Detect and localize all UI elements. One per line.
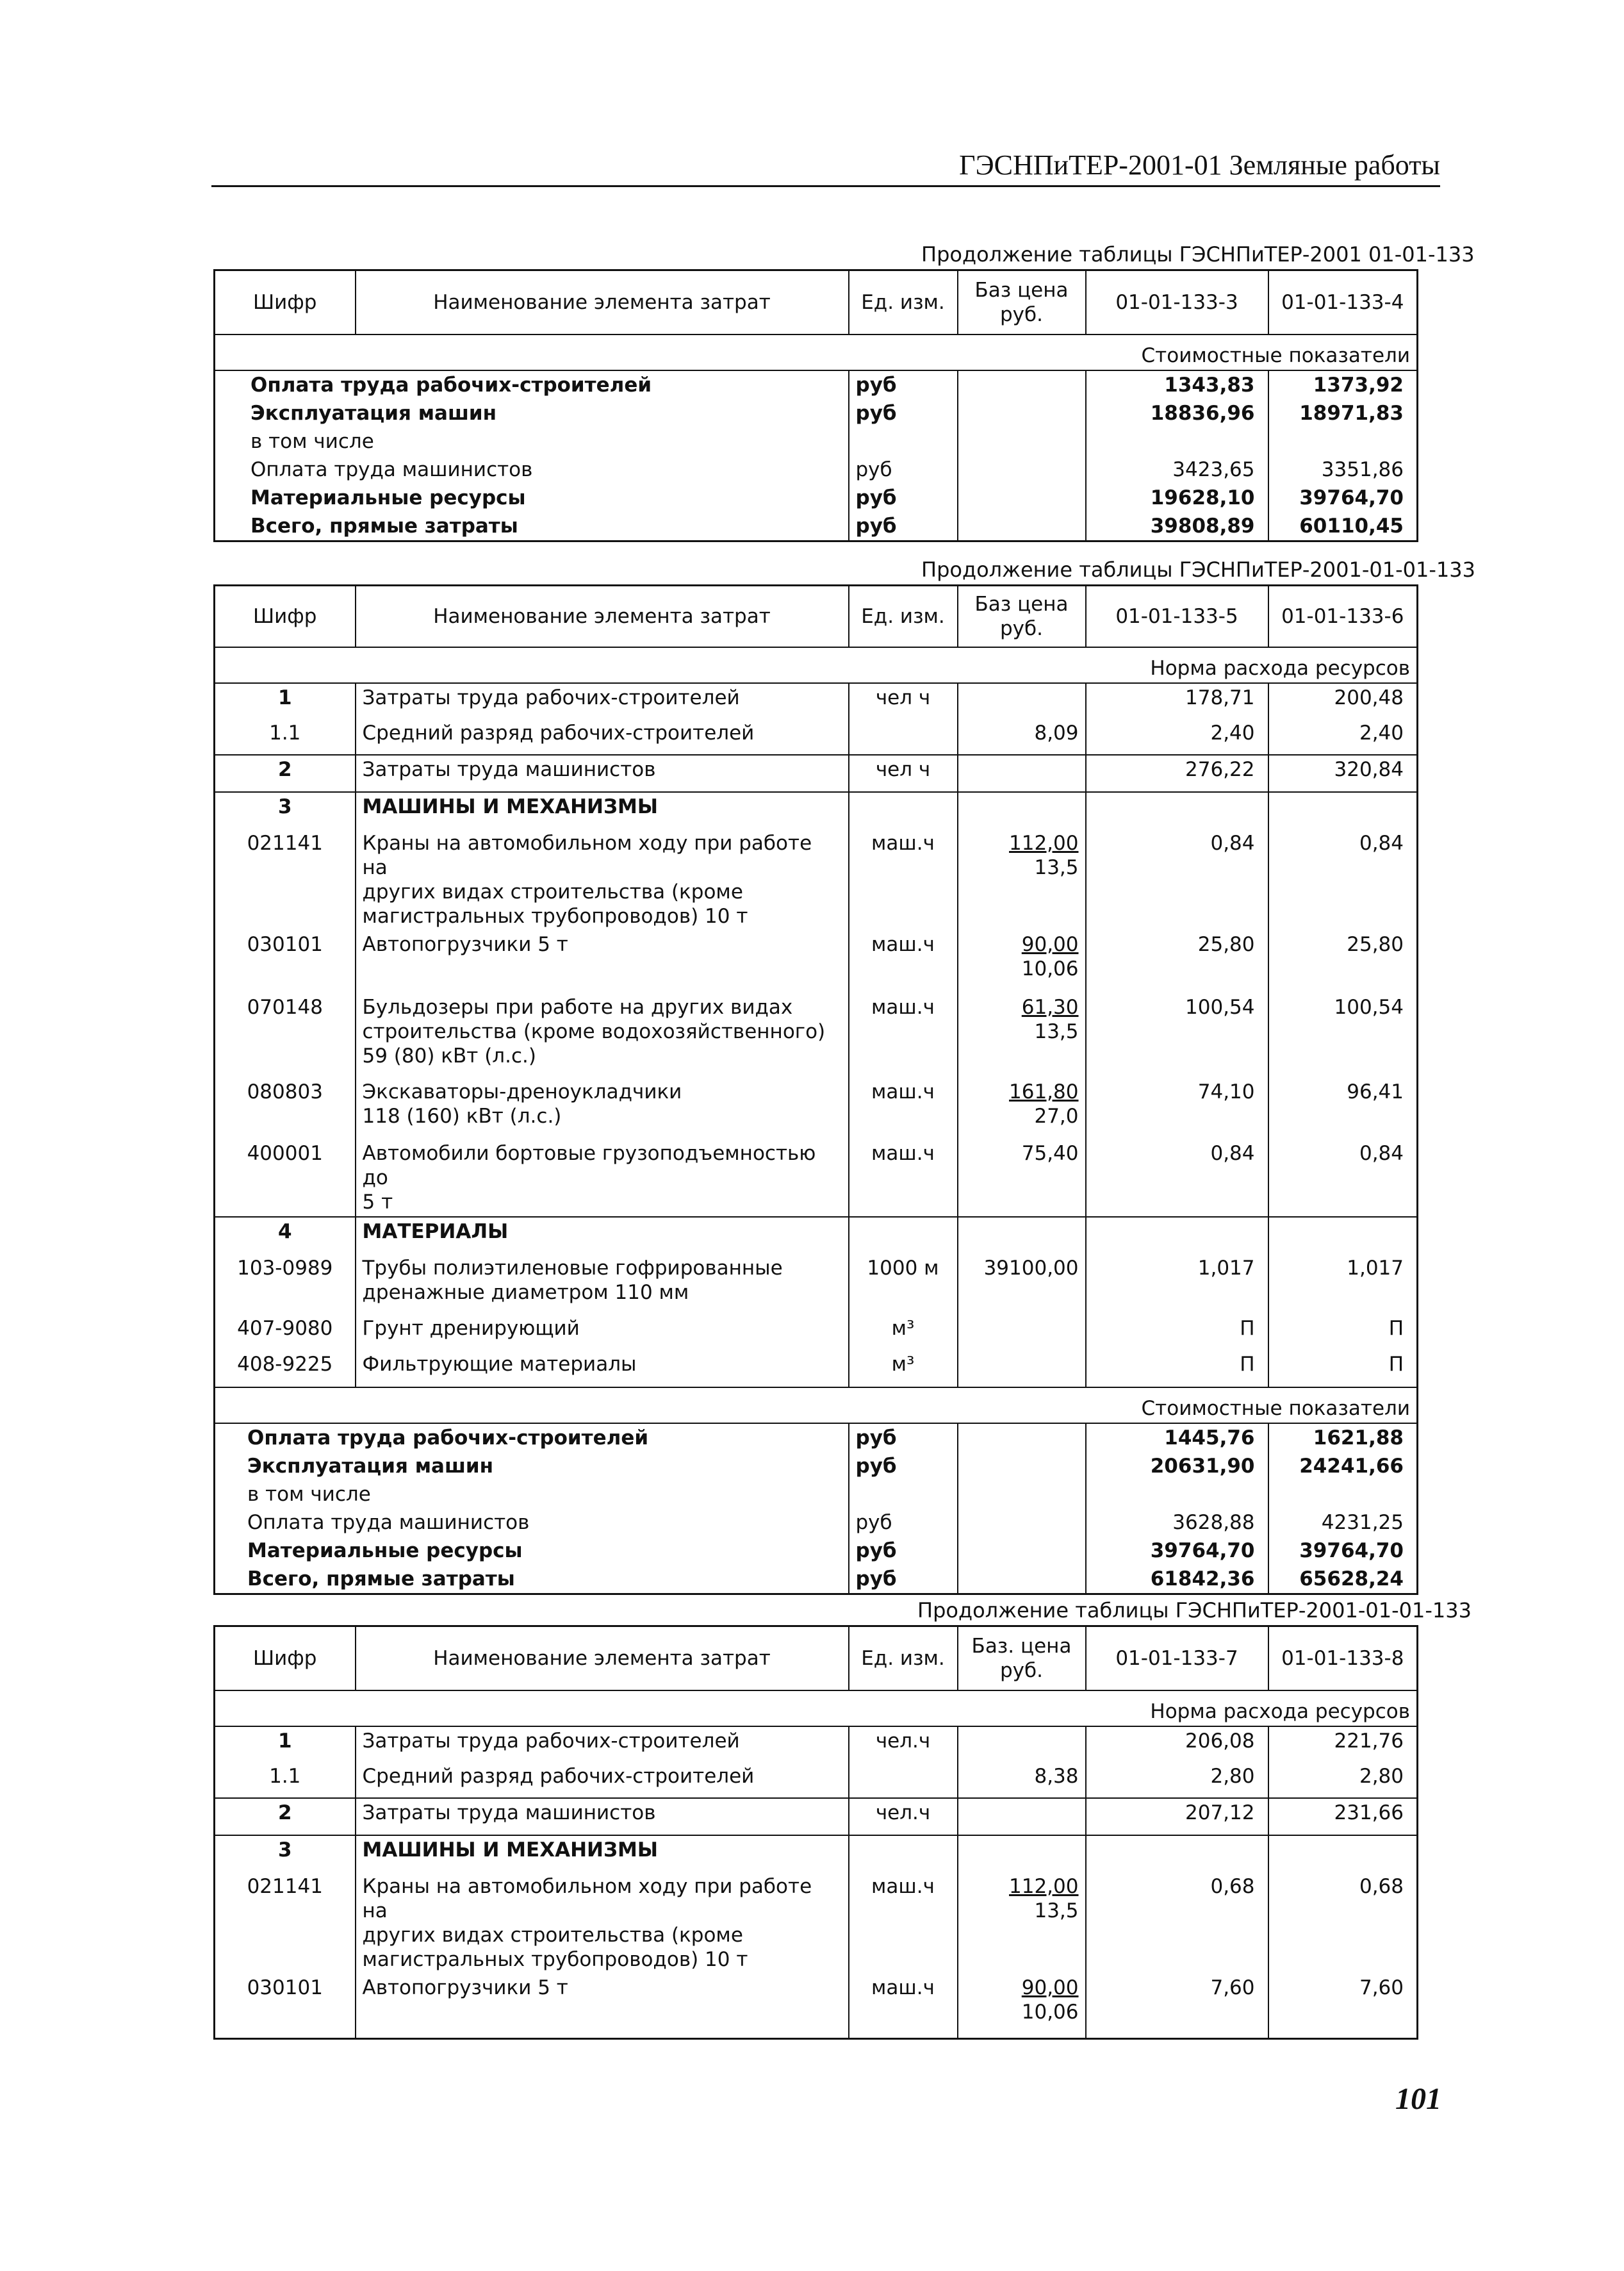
row-price: 39100,00 xyxy=(958,1254,1086,1314)
cost-name: Материальные ресурсы xyxy=(215,484,849,512)
row-b xyxy=(1268,1835,1418,1872)
cost-price xyxy=(958,484,1086,512)
table-row xyxy=(215,755,1418,792)
row-name xyxy=(356,1254,849,1314)
row-b: 320,84 xyxy=(1268,755,1418,792)
cost-b: 18971,83 xyxy=(1299,401,1404,425)
row-name: Средний разряд рабочих-строителей xyxy=(356,719,849,755)
row-name: Средний разряд рабочих-строителей xyxy=(356,1762,849,1798)
row-a: 7,60 xyxy=(1086,1974,1268,2039)
row-price: 8,38 xyxy=(958,1762,1086,1798)
row-name xyxy=(356,1872,849,1974)
row-a xyxy=(1086,792,1268,829)
table3-caption: Продолжение таблицы ГЭСНПиТЕР-2001-01-01-133 xyxy=(917,1598,1472,1623)
row-b xyxy=(1268,1217,1418,1254)
cost-b: 39764,70 xyxy=(1299,486,1404,509)
col-name-header: Наименование элемента затрат xyxy=(356,1626,849,1690)
row-unit: м³ xyxy=(849,1350,958,1387)
table2-header-row xyxy=(215,586,1418,647)
table1-row xyxy=(215,484,1418,512)
row-name: Затраты труда машинистов xyxy=(356,1798,849,1835)
name-line: Автомобили бортовые грузоподъемностью до xyxy=(362,1141,816,1189)
price-header-l2: руб. xyxy=(1000,302,1043,326)
cost-name: Оплата труда машинистов xyxy=(215,456,849,484)
table-row xyxy=(215,1798,1418,1835)
cost-name: Оплата труда рабочих-строителей xyxy=(215,1423,849,1452)
row-b: 100,54 xyxy=(1334,995,1404,1019)
cost-name: Всего, прямые затраты xyxy=(215,1565,849,1594)
row-code: 1 xyxy=(215,683,356,719)
cost-name: Материальные ресурсы xyxy=(215,1537,849,1565)
row-price xyxy=(958,829,1086,930)
row-price xyxy=(958,683,1086,719)
row-unit: м³ xyxy=(849,1314,958,1350)
table2-cost-row xyxy=(215,1565,1418,1594)
row-a: 206,08 xyxy=(1086,1726,1268,1762)
cost-unit: руб xyxy=(849,1452,958,1480)
table1-row xyxy=(215,456,1418,484)
row-unit xyxy=(849,792,958,829)
name-line: 59 (80) кВт (л.с.) xyxy=(362,1044,536,1068)
row-b: 0,84 xyxy=(1359,1141,1404,1165)
table-row xyxy=(215,1762,1418,1798)
row-b: 2,80 xyxy=(1359,1764,1404,1788)
row-code: 030101 xyxy=(215,1974,356,2039)
page-header xyxy=(211,149,1440,187)
cost-b: 60110,45 xyxy=(1299,514,1404,538)
table2-section-row xyxy=(215,647,1418,683)
row-price xyxy=(958,1974,1086,2039)
price-line: 90,00 xyxy=(1021,1976,1079,1999)
row-b: 221,76 xyxy=(1334,1729,1404,1753)
row-a: 0,68 xyxy=(1086,1872,1268,1974)
name-line: 5 т xyxy=(362,1190,393,1214)
price-line: 27,0 xyxy=(1034,1104,1079,1128)
row-price xyxy=(958,792,1086,829)
row-code: 408-9225 xyxy=(215,1350,356,1387)
cost-unit: руб xyxy=(849,1508,958,1537)
row-unit: маш.ч xyxy=(849,1139,958,1217)
name-line: Краны на автомобильном ходу при работе на xyxy=(362,831,812,879)
row-code: 021141 xyxy=(215,1872,356,1974)
row-code: 080803 xyxy=(215,1078,356,1139)
row-unit: маш.ч xyxy=(849,829,958,930)
row-b: 7,60 xyxy=(1359,1976,1404,1999)
table2-cost-row xyxy=(215,1423,1418,1452)
table-row xyxy=(215,1350,1418,1387)
table-row xyxy=(215,1139,1418,1217)
cost-b: 1621,88 xyxy=(1313,1426,1404,1449)
row-code: 400001 xyxy=(215,1139,356,1217)
col-price-header xyxy=(958,1626,1086,1690)
cost-price xyxy=(958,1537,1086,1565)
table-row xyxy=(215,1314,1418,1350)
row-b: 231,66 xyxy=(1268,1798,1418,1835)
name-line: 118 (160) кВт (л.с.) xyxy=(362,1104,562,1128)
row-a: 2,80 xyxy=(1086,1762,1268,1798)
section-label: Норма расхода ресурсов xyxy=(215,1690,1418,1726)
row-unit: чел ч xyxy=(849,755,958,792)
cost-price xyxy=(958,456,1086,484)
name-line: Краны на автомобильном ходу при работе на xyxy=(362,1874,812,1922)
cost-a xyxy=(1086,1480,1268,1508)
price-line: 10,06 xyxy=(1021,957,1079,980)
row-name: МАТЕРИАЛЫ xyxy=(356,1217,849,1254)
row-unit: маш.ч xyxy=(849,993,958,1078)
table3-header-row xyxy=(215,1626,1418,1690)
row-name: Затраты труда машинистов xyxy=(356,755,849,792)
table-row xyxy=(215,792,1418,829)
table2 xyxy=(213,584,1418,1595)
row-unit: маш.ч xyxy=(849,1872,958,1974)
cost-a: 3423,65 xyxy=(1086,456,1268,484)
row-a: 25,80 xyxy=(1086,930,1268,993)
row-a: 178,71 xyxy=(1086,683,1268,719)
price-header-l1: Баз цена xyxy=(974,278,1069,302)
cost-b: 4231,25 xyxy=(1321,1510,1404,1534)
cost-b: 1373,92 xyxy=(1313,373,1404,397)
row-name: Грунт дренирующий xyxy=(356,1314,849,1350)
row-code: 1.1 xyxy=(215,719,356,755)
name-line: Бульдозеры при работе на других видах xyxy=(362,995,793,1019)
row-a: 276,22 xyxy=(1086,755,1268,792)
cost-unit: руб xyxy=(849,484,958,512)
row-price xyxy=(958,755,1086,792)
table2-cost-section-row xyxy=(215,1387,1418,1423)
table2-cost-row xyxy=(215,1480,1418,1508)
row-code: 4 xyxy=(215,1217,356,1254)
row-a: 0,84 xyxy=(1086,1139,1268,1217)
col-code-header: Шифр xyxy=(215,1626,356,1690)
cost-price xyxy=(958,1423,1086,1452)
name-line: Экскаваторы-дреноукладчики xyxy=(362,1080,682,1103)
cost-price xyxy=(958,1452,1086,1480)
cost-a: 39764,70 xyxy=(1086,1537,1268,1565)
row-price xyxy=(958,1798,1086,1835)
row-name: Автопогрузчики 5 т xyxy=(356,1974,849,2039)
row-name: Затраты труда рабочих-строителей xyxy=(356,1726,849,1762)
table2-cost-row xyxy=(215,1537,1418,1565)
col-unit-header: Ед. изм. xyxy=(849,1626,958,1690)
row-name: Автопогрузчики 5 т xyxy=(356,930,849,993)
row-unit: маш.ч xyxy=(849,1974,958,2039)
row-price xyxy=(958,1726,1086,1762)
cost-price xyxy=(958,512,1086,541)
price-line: 161,80 xyxy=(1009,1080,1079,1103)
col-name-header: Наименование элемента затрат xyxy=(356,586,849,647)
table1-row xyxy=(215,427,1418,456)
row-price xyxy=(958,1872,1086,1974)
col-name-header: Наименование элемента затрат xyxy=(356,270,849,334)
cost-name: Эксплуатация машин xyxy=(215,399,849,427)
row-code: 1 xyxy=(215,1726,356,1762)
cost-unit: руб xyxy=(849,399,958,427)
cost-name: Оплата труда машинистов xyxy=(215,1508,849,1537)
table1-row xyxy=(215,370,1418,399)
row-name xyxy=(356,1078,849,1139)
row-a xyxy=(1086,1217,1268,1254)
row-b: 2,40 xyxy=(1359,721,1404,745)
col-b-header: 01-01-133-6 xyxy=(1268,586,1418,647)
cost-a: 1343,83 xyxy=(1086,370,1268,399)
row-a: 0,84 xyxy=(1086,829,1268,930)
row-b: П xyxy=(1388,1352,1404,1376)
price-line: 112,00 xyxy=(1009,831,1079,855)
row-price: 8,09 xyxy=(958,719,1086,755)
row-b: 200,48 xyxy=(1334,686,1404,709)
row-name xyxy=(356,993,849,1078)
row-price xyxy=(958,1835,1086,1872)
col-code-header: Шифр xyxy=(215,270,356,334)
row-code: 407-9080 xyxy=(215,1314,356,1350)
cost-b xyxy=(1268,1480,1418,1508)
table1-section-row xyxy=(215,334,1418,370)
table-row xyxy=(215,1254,1418,1314)
price-line: 13,5 xyxy=(1034,855,1079,879)
name-line: магистральных трубопроводов) 10 т xyxy=(362,904,748,928)
row-price xyxy=(958,1078,1086,1139)
row-b: П xyxy=(1388,1316,1404,1340)
table-row xyxy=(215,1872,1418,1974)
price-line: 10,06 xyxy=(1021,2000,1079,2024)
table-row xyxy=(215,1974,1418,2039)
row-b: 1,017 xyxy=(1347,1256,1404,1280)
page-header-title: ГЭСНПиТЕР-2001-01 Земляные работы xyxy=(959,149,1440,181)
cost-a: 61842,36 xyxy=(1086,1565,1268,1594)
row-unit: 1000 м xyxy=(849,1254,958,1314)
name-line: строительства (кроме водохозяйственного) xyxy=(362,1020,826,1043)
row-unit: маш.ч xyxy=(849,1078,958,1139)
row-code: 030101 xyxy=(215,930,356,993)
cost-unit: руб xyxy=(849,512,958,541)
table3 xyxy=(213,1625,1418,2040)
row-code: 1.1 xyxy=(215,1762,356,1798)
cost-a: 3628,88 xyxy=(1086,1508,1268,1537)
row-b: 0,84 xyxy=(1359,831,1404,855)
table-row xyxy=(215,993,1418,1078)
price-line: 13,5 xyxy=(1034,1020,1079,1043)
col-unit-header: Ед. изм. xyxy=(849,270,958,334)
row-code: 3 xyxy=(215,1835,356,1872)
row-unit: маш.ч xyxy=(849,930,958,993)
row-b: 96,41 xyxy=(1347,1080,1404,1103)
cost-b: 39764,70 xyxy=(1299,1539,1404,1562)
row-a: П xyxy=(1086,1350,1268,1387)
table-row xyxy=(215,719,1418,755)
row-unit: чел.ч xyxy=(849,1726,958,1762)
table2-cost-row xyxy=(215,1508,1418,1537)
table2-caption: Продолжение таблицы ГЭСНПиТЕР-2001-01-01-133 xyxy=(921,557,1475,582)
row-a: 2,40 xyxy=(1086,719,1268,755)
row-code: 021141 xyxy=(215,829,356,930)
row-a: 100,54 xyxy=(1086,993,1268,1078)
section-label: Стоимостные показатели xyxy=(215,334,1418,370)
cost-b: 24241,66 xyxy=(1299,1454,1404,1478)
section-label: Стоимостные показатели xyxy=(215,1387,1418,1423)
col-b-header: 01-01-133-4 xyxy=(1268,270,1418,334)
cost-name: в том числе xyxy=(215,427,849,456)
name-line: Трубы полиэтиленовые гофрированные xyxy=(362,1256,783,1280)
cost-unit: руб xyxy=(849,1423,958,1452)
table-row xyxy=(215,829,1418,930)
table1-caption: Продолжение таблицы ГЭСНПиТЕР-2001 01-01-133 xyxy=(921,242,1475,267)
row-a: 1,017 xyxy=(1086,1254,1268,1314)
cost-name: в том числе xyxy=(215,1480,849,1508)
row-name: Затраты труда рабочих-строителей xyxy=(356,683,849,719)
cost-price xyxy=(958,1480,1086,1508)
table-row xyxy=(215,1726,1418,1762)
cost-b: 65628,24 xyxy=(1299,1567,1404,1590)
row-code: 2 xyxy=(215,1798,356,1835)
row-price xyxy=(958,993,1086,1078)
price-line: 112,00 xyxy=(1009,1874,1079,1898)
cost-price xyxy=(958,427,1086,456)
row-price xyxy=(958,1314,1086,1350)
row-price: 75,40 xyxy=(958,1139,1086,1217)
row-price xyxy=(958,1217,1086,1254)
col-a-header: 01-01-133-3 xyxy=(1086,270,1268,334)
price-header-l1: Баз цена xyxy=(974,592,1069,616)
row-unit xyxy=(849,1835,958,1872)
name-line: других видах строительства (кроме xyxy=(362,1923,743,1947)
cost-unit xyxy=(849,1480,958,1508)
name-line: магистральных трубопроводов) 10 т xyxy=(362,1947,748,1971)
table1 xyxy=(213,269,1418,542)
table3-section-row xyxy=(215,1690,1418,1726)
col-price-header xyxy=(958,270,1086,334)
col-a-header: 01-01-133-7 xyxy=(1086,1626,1268,1690)
price-line: 61,30 xyxy=(1021,995,1079,1019)
price-header-l2: руб. xyxy=(1000,616,1043,640)
cost-a: 20631,90 xyxy=(1086,1452,1268,1480)
row-unit xyxy=(849,719,958,755)
cost-price xyxy=(958,1508,1086,1537)
cost-name: Оплата труда рабочих-строителей xyxy=(215,370,849,399)
table2-cost-row xyxy=(215,1452,1418,1480)
cost-unit: руб xyxy=(849,456,958,484)
cost-a xyxy=(1086,427,1268,456)
price-line: 90,00 xyxy=(1021,932,1079,956)
row-a xyxy=(1086,1835,1268,1872)
table1-row xyxy=(215,399,1418,427)
row-price xyxy=(958,930,1086,993)
row-name: МАШИНЫ И МЕХАНИЗМЫ xyxy=(356,792,849,829)
price-header-l2: руб. xyxy=(1000,1658,1043,1682)
page-number: 101 xyxy=(1395,2082,1441,2116)
cost-unit xyxy=(849,427,958,456)
row-unit: чел.ч xyxy=(849,1798,958,1835)
cost-a: 19628,10 xyxy=(1086,484,1268,512)
row-b xyxy=(1268,792,1418,829)
col-code-header: Шифр xyxy=(215,586,356,647)
cost-a: 1445,76 xyxy=(1086,1423,1268,1452)
col-a-header: 01-01-133-5 xyxy=(1086,586,1268,647)
table1-row xyxy=(215,512,1418,541)
row-name: МАШИНЫ И МЕХАНИЗМЫ xyxy=(356,1835,849,1872)
table-row xyxy=(215,1835,1418,1872)
price-header-l1: Баз. цена xyxy=(971,1634,1072,1658)
table1-header-row xyxy=(215,270,1418,334)
cost-name: Эксплуатация машин xyxy=(215,1452,849,1480)
name-line: дренажные диаметром 110 мм xyxy=(362,1280,689,1304)
cost-name: Всего, прямые затраты xyxy=(215,512,849,541)
name-line: других видах строительства (кроме xyxy=(362,880,743,904)
cost-unit: руб xyxy=(849,1565,958,1594)
row-code: 3 xyxy=(215,792,356,829)
table-row xyxy=(215,1078,1418,1139)
table-row xyxy=(215,930,1418,993)
cost-unit: руб xyxy=(849,370,958,399)
row-code: 2 xyxy=(215,755,356,792)
row-unit xyxy=(849,1762,958,1798)
table-row xyxy=(215,683,1418,719)
row-price xyxy=(958,1350,1086,1387)
row-name: Фильтрующие материалы xyxy=(356,1350,849,1387)
row-b: 0,68 xyxy=(1359,1874,1404,1898)
price-line: 13,5 xyxy=(1034,1899,1079,1922)
row-name xyxy=(356,1139,849,1217)
cost-price xyxy=(958,399,1086,427)
cost-price xyxy=(958,1565,1086,1594)
cost-b: 3351,86 xyxy=(1321,458,1404,481)
row-a: П xyxy=(1086,1314,1268,1350)
cost-unit: руб xyxy=(849,1537,958,1565)
row-a: 74,10 xyxy=(1086,1078,1268,1139)
section-label: Норма расхода ресурсов xyxy=(215,647,1418,683)
col-b-header: 01-01-133-8 xyxy=(1268,1626,1418,1690)
header-rule xyxy=(211,185,1440,187)
row-a: 207,12 xyxy=(1086,1798,1268,1835)
row-b: 25,80 xyxy=(1347,932,1404,956)
row-code: 103-0989 xyxy=(215,1254,356,1314)
col-price-header xyxy=(958,586,1086,647)
cost-a: 18836,96 xyxy=(1086,399,1268,427)
cost-a: 39808,89 xyxy=(1086,512,1268,541)
row-name xyxy=(356,829,849,930)
cost-price xyxy=(958,370,1086,399)
cost-b xyxy=(1268,427,1418,456)
table-row xyxy=(215,1217,1418,1254)
row-code: 070148 xyxy=(215,993,356,1078)
row-unit xyxy=(849,1217,958,1254)
col-unit-header: Ед. изм. xyxy=(849,586,958,647)
row-unit: чел ч xyxy=(849,683,958,719)
